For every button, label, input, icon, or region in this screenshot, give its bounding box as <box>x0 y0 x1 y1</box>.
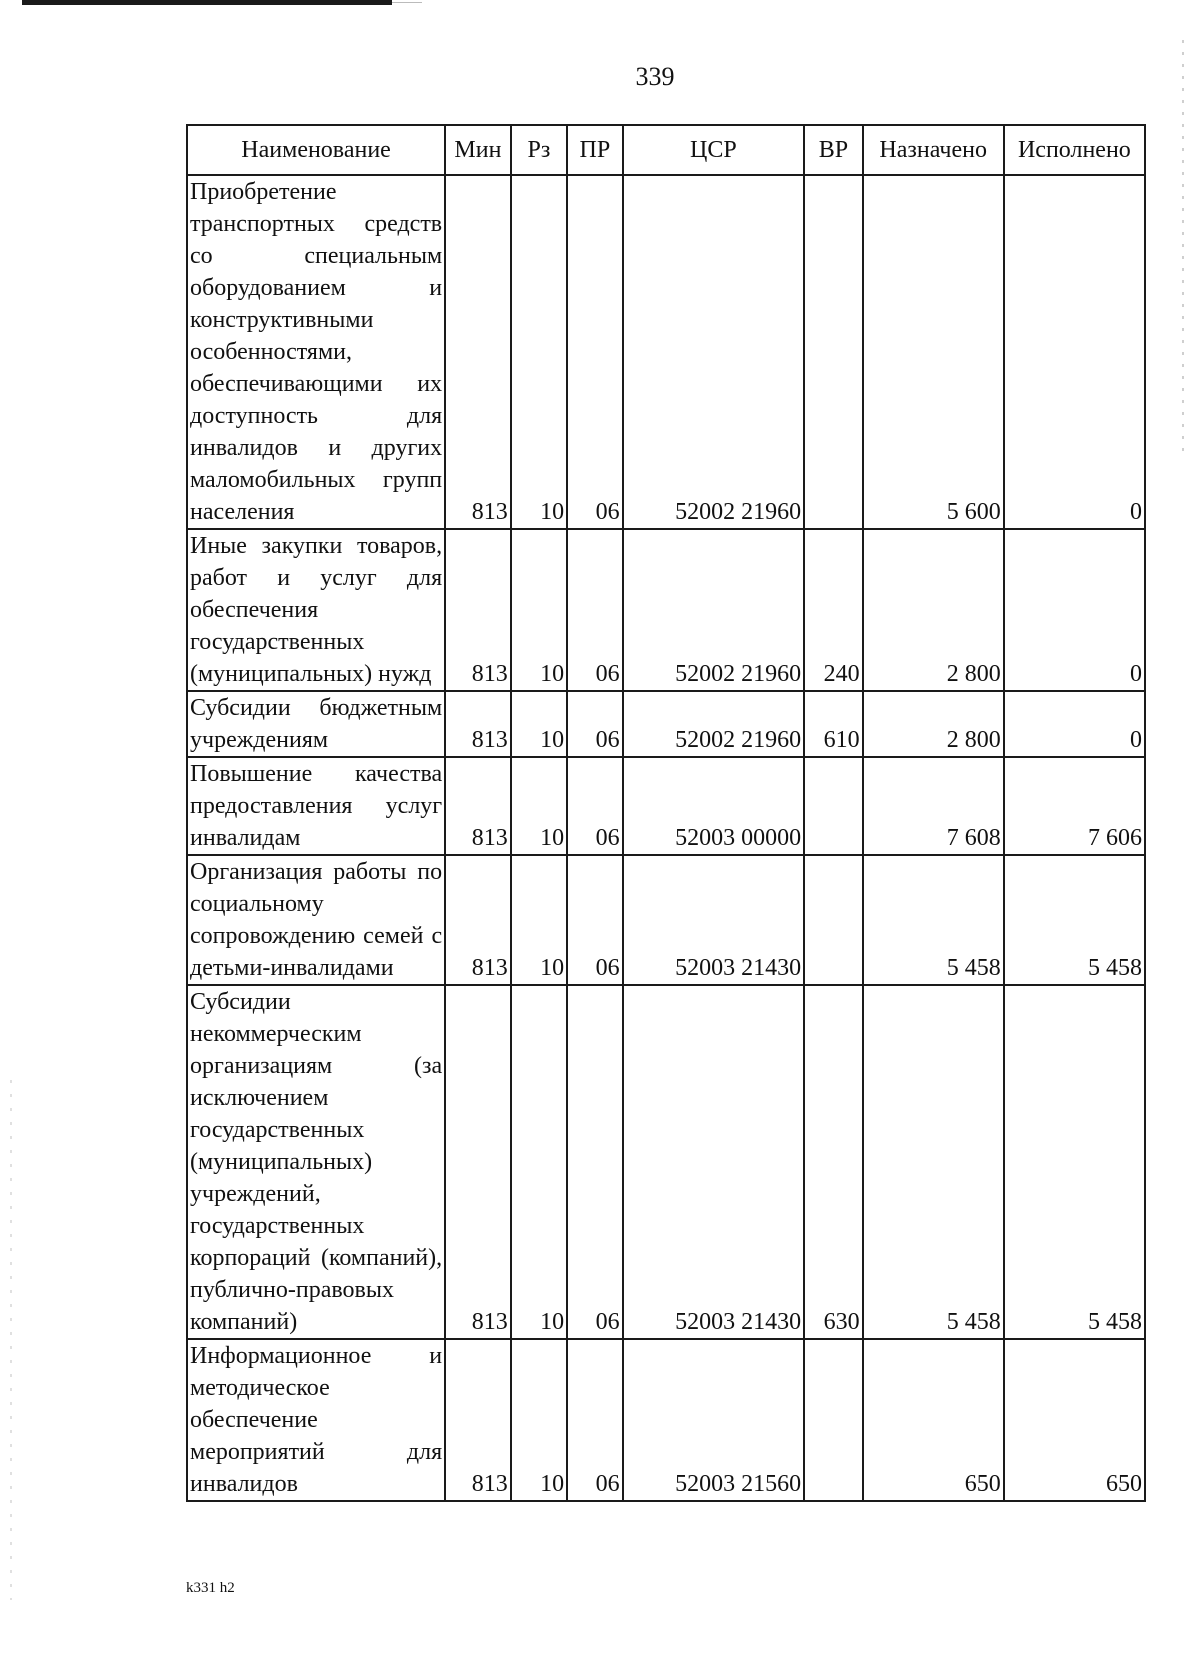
header-name: Наименование <box>187 125 445 175</box>
row-executed: 650 <box>1004 1339 1145 1501</box>
table-row <box>187 855 1145 985</box>
row-executed: 0 <box>1004 691 1145 757</box>
scan-margin-left <box>10 1080 12 1600</box>
table-row <box>187 985 1145 1339</box>
row-rz: 10 <box>511 985 567 1339</box>
page-number: 339 <box>635 62 675 91</box>
row-min: 813 <box>445 985 511 1339</box>
row-csr: 52003 21560 <box>623 1339 805 1501</box>
header-vr: ВР <box>804 125 862 175</box>
row-csr: 52003 21430 <box>623 855 805 985</box>
footer-code: k331 h2 <box>186 1580 235 1596</box>
row-name: Повышение качества предоставления услуг инвалидам <box>187 757 445 855</box>
scan-margin-right <box>1182 40 1184 460</box>
row-executed: 5 458 <box>1004 855 1145 985</box>
header-executed: Исполнено <box>1004 125 1145 175</box>
row-name: Субсидии некоммерческим организациям (за исключением государственных (муниципальных) учреждений, государственных корпораций (компаний), публично-правовых компаний) <box>187 985 445 1339</box>
table-row <box>187 691 1145 757</box>
row-rz: 10 <box>511 529 567 691</box>
row-csr: 52002 21960 <box>623 529 805 691</box>
row-min: 813 <box>445 855 511 985</box>
row-vr <box>804 757 862 855</box>
row-min: 813 <box>445 1339 511 1501</box>
row-rz: 10 <box>511 757 567 855</box>
row-assigned: 2 800 <box>863 529 1004 691</box>
row-min: 813 <box>445 175 511 529</box>
row-min: 813 <box>445 691 511 757</box>
row-executed: 0 <box>1004 529 1145 691</box>
row-pr: 06 <box>567 985 622 1339</box>
row-executed: 5 458 <box>1004 985 1145 1339</box>
budget-table <box>186 124 1146 1502</box>
row-name: Субсидии бюджетным учреждениям <box>187 691 445 757</box>
row-vr <box>804 855 862 985</box>
row-vr: 610 <box>804 691 862 757</box>
row-rz: 10 <box>511 855 567 985</box>
row-rz: 10 <box>511 691 567 757</box>
top-rule-tail <box>392 2 422 3</box>
row-rz: 10 <box>511 175 567 529</box>
header-csr: ЦСР <box>623 125 805 175</box>
row-pr: 06 <box>567 691 622 757</box>
row-assigned: 2 800 <box>863 691 1004 757</box>
row-csr: 52002 21960 <box>623 691 805 757</box>
header-pr: ПР <box>567 125 622 175</box>
table-row <box>187 529 1145 691</box>
row-assigned: 5 458 <box>863 855 1004 985</box>
row-executed: 7 606 <box>1004 757 1145 855</box>
row-vr: 630 <box>804 985 862 1339</box>
row-vr <box>804 175 862 529</box>
row-assigned: 7 608 <box>863 757 1004 855</box>
row-pr: 06 <box>567 1339 622 1501</box>
row-pr: 06 <box>567 175 622 529</box>
row-min: 813 <box>445 529 511 691</box>
row-vr <box>804 1339 862 1501</box>
table-row <box>187 1339 1145 1501</box>
top-rule <box>22 0 392 5</box>
row-pr: 06 <box>567 529 622 691</box>
row-pr: 06 <box>567 855 622 985</box>
row-assigned: 650 <box>863 1339 1004 1501</box>
row-vr: 240 <box>804 529 862 691</box>
row-executed: 0 <box>1004 175 1145 529</box>
header-rz: Рз <box>511 125 567 175</box>
row-pr: 06 <box>567 757 622 855</box>
header-assigned: Назначено <box>863 125 1004 175</box>
row-name: Иные закупки товаров, работ и услуг для обеспечения государственных (муниципальных) нужд <box>187 529 445 691</box>
row-name: Приобретение транспортных средств со специальным оборудованием и конструктивными особенностями, обеспечивающими их доступность для инвалидов и других маломобильных групп населения <box>187 175 445 529</box>
row-name: Организация работы по социальному сопровождению семей с детьми-инвалидами <box>187 855 445 985</box>
header-min: Мин <box>445 125 511 175</box>
row-assigned: 5 458 <box>863 985 1004 1339</box>
row-name: Информационное и методическое обеспечение мероприятий для инвалидов <box>187 1339 445 1501</box>
table-header-row <box>187 125 1145 175</box>
row-rz: 10 <box>511 1339 567 1501</box>
row-assigned: 5 600 <box>863 175 1004 529</box>
row-csr: 52003 21430 <box>623 985 805 1339</box>
table-row <box>187 175 1145 529</box>
row-csr: 52002 21960 <box>623 175 805 529</box>
table-row <box>187 757 1145 855</box>
row-min: 813 <box>445 757 511 855</box>
row-csr: 52003 00000 <box>623 757 805 855</box>
